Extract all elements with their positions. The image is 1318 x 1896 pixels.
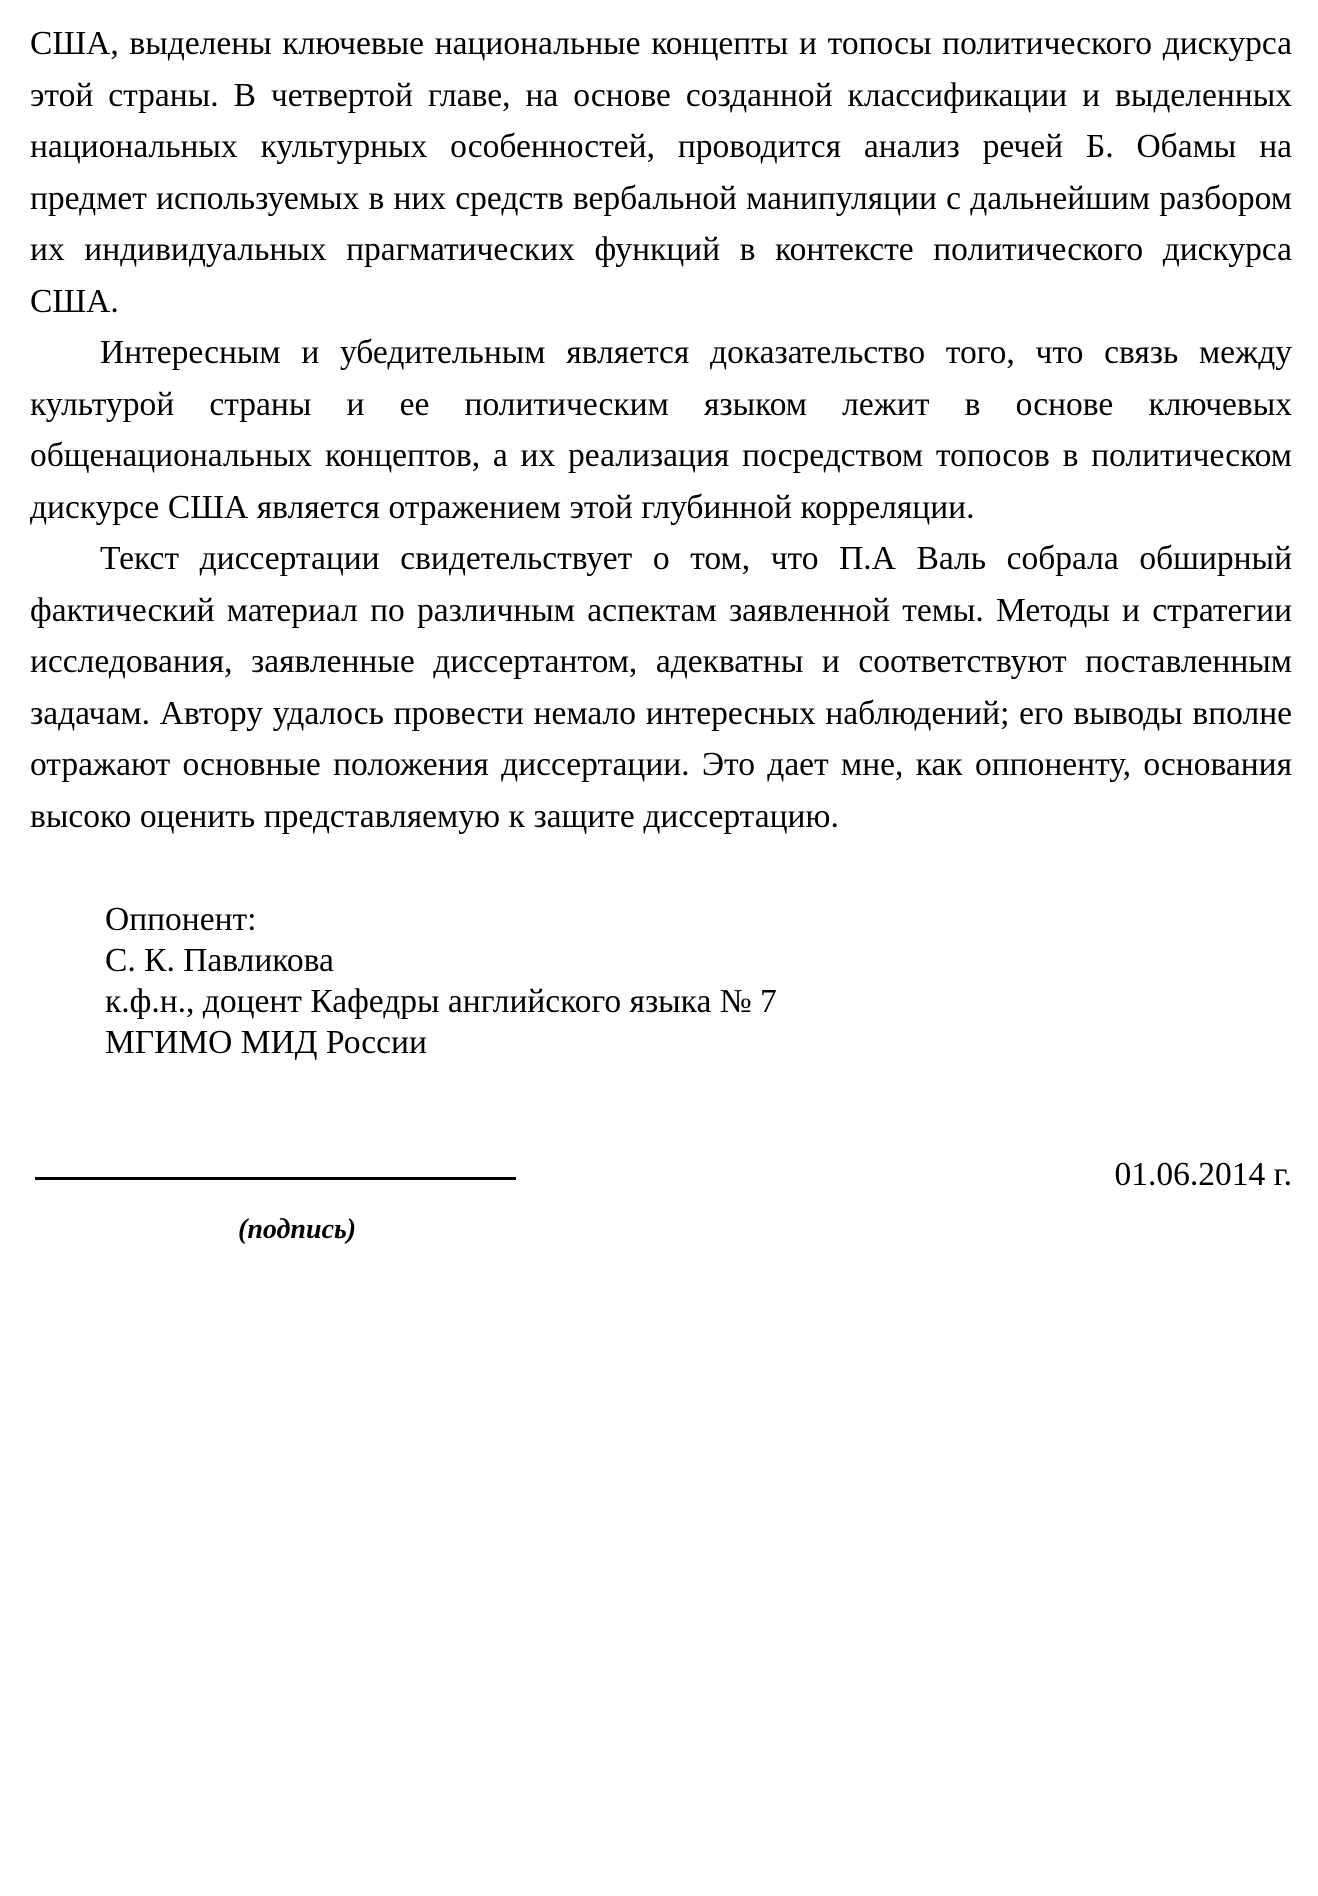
signature-block <box>105 899 1292 1063</box>
opponent-organization: МГИМО МИД России <box>105 1024 427 1061</box>
opponent-name: С. К. Павликова <box>105 942 334 979</box>
signature-line-row <box>30 1155 1292 1207</box>
signature-rule <box>35 1177 516 1180</box>
paragraph-2: Интересным и убедительным является доказательство того, что связь между культурой страны и ее политическим языком лежит в основе ключевых общенациональных концептов, а их реализация посредством топосов в политическом дискурсе США является отражением этой глубинной корреляции. <box>30 334 1292 526</box>
signature-caption: (подпись) <box>238 1214 357 1245</box>
signature-date: 01.06.2014 г. <box>1114 1156 1292 1193</box>
paragraph-3: Текст диссертации свидетельствует о том, что П.А Валь собрала обширный фактический материал по различным аспектам заявленной темы. Методы и стратегии исследования, заявленные диссертантом, адекватны и соответствуют поставленным задачам. Автору удалось провести немало интересных наблюдений; его выводы вполне отражают основные положения диссертации. Это дает мне, как оппоненту, основания высоко оценить представляемую к защите диссертацию. <box>30 540 1292 835</box>
opponent-label: Оппонент: <box>105 901 257 938</box>
opponent-role: к.ф.н., доцент Кафедры английского языка № 7 <box>105 983 777 1020</box>
paragraph-1: США, выделены ключевые национальные концепты и топосы политического дискурса этой страны. В четвертой главе, на основе созданной классификации и выделенных национальных культурных особенностей, проводится анализ речей Б. Обамы на предмет используемых в них средств вербальной манипуляции с дальнейшим разбором их индивидуальных прагматических функций в контексте политического дискурса США. <box>30 25 1292 320</box>
document-body <box>30 18 1292 1247</box>
